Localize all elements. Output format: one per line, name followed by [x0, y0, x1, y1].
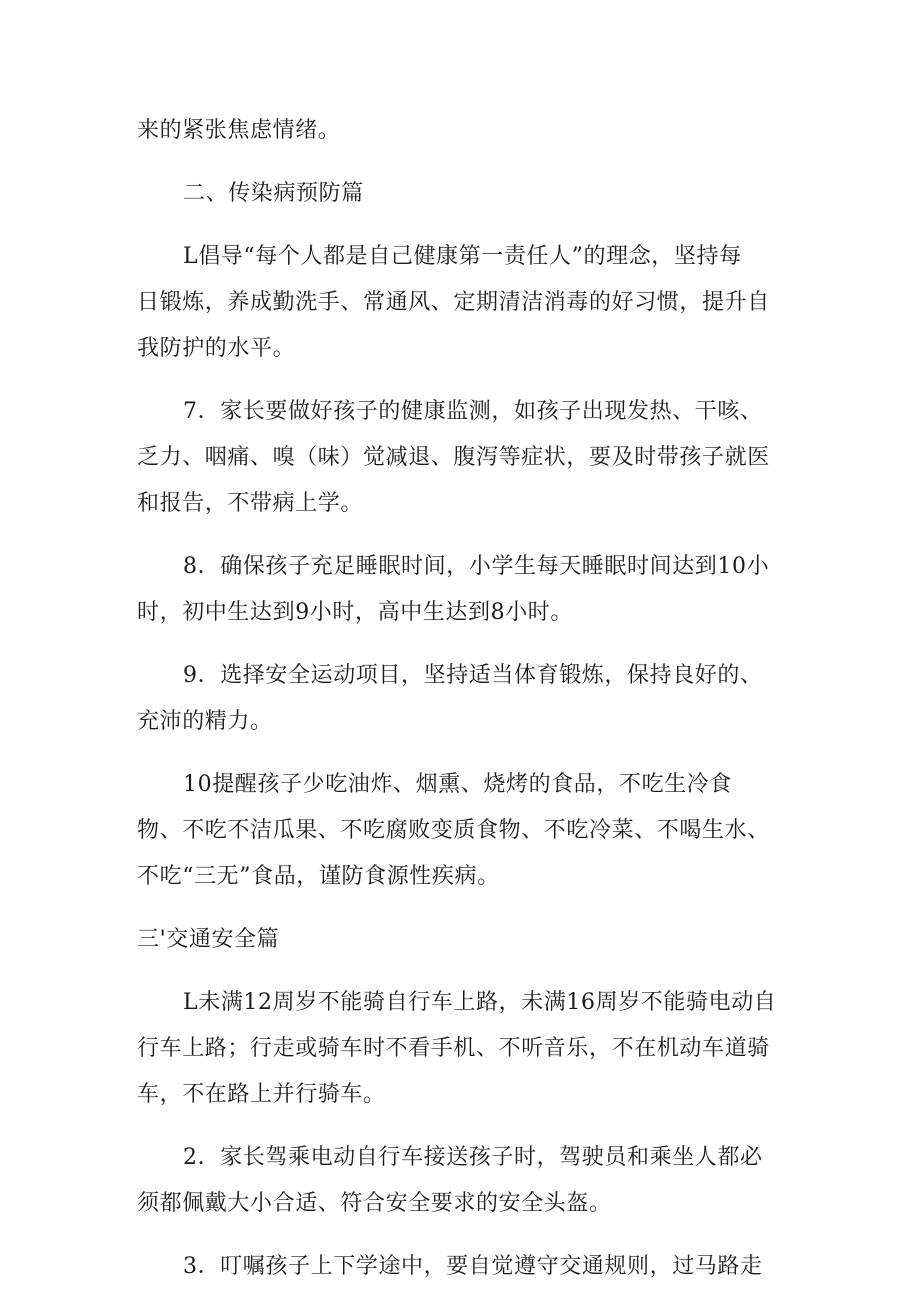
- text-line: L倡导“每个人都是自己健康第一责任人”的理念，坚持每: [183, 244, 742, 269]
- text-line: 9．选择安全运动项目，坚持适当体育锻炼，保持良好的、: [183, 663, 763, 688]
- text-line: 日锻炼，养成勤洗手、常通风、定期清洁消毒的好习惯，提升自: [137, 290, 770, 315]
- text-line: 3．叮嘱孩子上下学途中，要自觉遵守交通规则，过马路走: [183, 1254, 763, 1279]
- text-line: 须都佩戴大小合适、符合安全要求的安全头盔。: [137, 1191, 612, 1216]
- text-line: 10提醒孩子少吃油炸、烟熏、烧烤的食品，不吃生冷食: [183, 772, 732, 797]
- text-line: 不吃“三无”食品，谨防食源性疾病。: [137, 864, 500, 889]
- text-line: 7．家长要做好孩子的健康监测，如孩子出现发热、干咳、: [183, 399, 763, 424]
- text-line: 时，初中生达到9小时，高中生达到8小时。: [137, 600, 573, 625]
- text-line: 行车上路；行走或骑车时不看手机、不听音乐，不在机动车道骑: [137, 1036, 770, 1061]
- section-heading: 二、传染病预防篇: [183, 181, 364, 206]
- section-heading: 三'交通安全篇: [137, 927, 280, 952]
- text-line: 乏力、咽痛、嗅（味）觉减退、腹泻等症状，要及时带孩子就医: [137, 445, 770, 470]
- text-line: L未满12周岁不能骑自行车上路，未满16周岁不能骑电动自: [183, 990, 777, 1015]
- text-line: 车，不在路上并行骑车。: [137, 1082, 386, 1107]
- text-line: 2．家长驾乘电动自行车接送孩子时，驾驶员和乘坐人都必: [183, 1145, 763, 1170]
- text-line: 来的紧张焦虑情绪。: [137, 118, 341, 143]
- text-line: 8．确保孩子充足睡眠时间，小学生每天睡眠时间达到10小: [183, 554, 770, 579]
- text-line: 充沛的精力。: [137, 709, 273, 734]
- document-body: [137, 108, 787, 1290]
- text-line: 物、不吃不洁瓜果、不吃腐败变质食物、不吃冷菜、不喝生水、: [137, 818, 770, 843]
- text-line: 我防护的水平。: [137, 336, 296, 361]
- text-line: 和报告，不带病上学。: [137, 491, 364, 516]
